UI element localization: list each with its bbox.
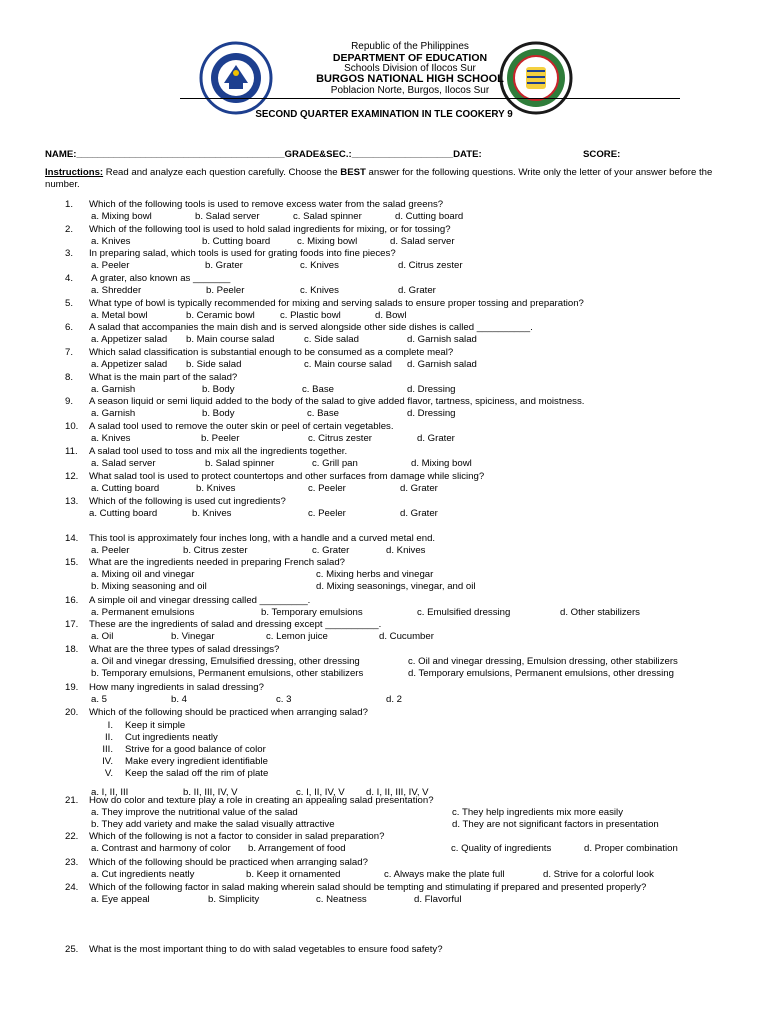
question-number: 4. <box>65 273 74 284</box>
question-number: 9. <box>65 396 74 407</box>
answer-choice: d. Salad server <box>390 236 455 247</box>
answer-choice: d. Other stabilizers <box>560 607 640 618</box>
answer-choice: c. Plastic bowl <box>280 310 341 321</box>
answer-choice: a. Knives <box>91 433 131 444</box>
roman-numeral: II. <box>105 732 113 743</box>
question-text: What type of bowl is typically recommended for mixing and serving salads to ensure proper tossing and preparation? <box>89 298 584 309</box>
question-number: 16. <box>65 595 79 606</box>
answer-choice: a. They improve the nutritional value of the salad <box>91 807 298 818</box>
answer-choice: d. Bowl <box>375 310 407 321</box>
answer-choice: d. Dressing <box>407 408 456 419</box>
arrangement-principle-item <box>93 745 266 755</box>
answer-choice: c. Base <box>302 384 334 395</box>
instructions-best: BEST <box>340 167 366 178</box>
instructions-text-2: answer for the following questions. Write only the letter of your answer before the number. <box>45 167 713 190</box>
principle-text: Strive for a good balance of color <box>125 744 266 755</box>
question-text: Which of the following tools is used to remove excess water from the salad greens? <box>89 199 444 210</box>
answer-choice: c. Grill pan <box>312 458 358 469</box>
question-number: 22. <box>65 831 79 842</box>
answer-choice: c. Mixing bowl <box>297 236 358 247</box>
question-item <box>65 832 384 842</box>
answer-choice: c. Grater <box>312 545 350 556</box>
exam-title: SECOND QUARTER EXAMINATION IN TLE COOKERY 9 <box>255 109 513 120</box>
answer-choice: c. Oil and vinegar dressing, Emulsion dressing, other stabilizers <box>408 656 678 667</box>
question-text: What salad tool is used to protect countertops and other surfaces from damage while slicing? <box>89 471 485 482</box>
question-item <box>65 397 584 407</box>
answer-choice: b. Peeler <box>201 433 240 444</box>
answer-choice: b. II, III, IV, V <box>183 787 238 798</box>
question-item <box>65 883 646 893</box>
answer-choice: b. Simplicity <box>208 894 260 905</box>
question-number: 25. <box>65 944 79 955</box>
answer-choice: a. Mixing oil and vinegar <box>91 569 195 580</box>
question-number: 3. <box>65 248 74 259</box>
answer-choice: b. Vinegar <box>171 631 215 642</box>
name-grade-date-fields: NAME:_______________________________________GRADE&SEC.:___________________DATE: <box>45 149 482 160</box>
answer-choice: c. They help ingredients mix more easily <box>452 807 623 818</box>
answer-choice: c. Knives <box>300 285 339 296</box>
answer-choice: c. Base <box>307 408 339 419</box>
answer-choice: a. Contrast and harmony of color <box>91 843 231 854</box>
principle-text: Keep it simple <box>125 720 186 731</box>
instructions-label: Instructions: <box>45 167 104 178</box>
score-field: SCORE: <box>583 149 621 160</box>
question-item <box>65 274 230 284</box>
question-text: A salad tool used to remove the outer skin or peel of certain vegetables. <box>89 421 394 432</box>
roman-numeral: IV. <box>102 756 113 767</box>
answer-choice: a. Metal bowl <box>91 310 148 321</box>
question-number: 10. <box>65 421 79 432</box>
question-item <box>65 683 264 693</box>
question-text: These are the ingredients of salad and dressing except __________. <box>89 619 382 630</box>
answer-choice: c. Peeler <box>308 483 346 494</box>
answer-choice: a. Mixing bowl <box>91 211 152 222</box>
roman-numeral: I. <box>107 720 113 731</box>
question-text: A season liquid or semi liquid added to the body of the salad to give added flavor, tartness, spiciness, and moistness. <box>89 396 585 407</box>
arrangement-principle-item <box>93 721 185 731</box>
question-text: In preparing salad, which tools is used for grating foods into fine pieces? <box>89 248 396 259</box>
answer-choice: a. Peeler <box>91 545 130 556</box>
answer-choice: b. Knives <box>196 483 236 494</box>
question-text: A salad that accompanies the main dish and is served alongside other side dishes is called __________. <box>89 322 533 333</box>
answer-choice: b. They add variety and make the salad visually attractive <box>91 819 335 830</box>
question-item <box>65 708 368 718</box>
arrangement-principle-item <box>93 769 268 779</box>
answer-choice: c. Neatness <box>316 894 367 905</box>
question-item <box>65 225 451 235</box>
question-number: 6. <box>65 322 74 333</box>
answer-choice: a. Salad server <box>91 458 156 469</box>
answer-choice: c. 3 <box>276 694 292 705</box>
answer-choice: c. Side salad <box>304 334 359 345</box>
answer-choice: c. Salad spinner <box>293 211 362 222</box>
question-text: Which of the following is not a factor to consider in salad preparation? <box>89 831 385 842</box>
question-number: 24. <box>65 882 79 893</box>
question-item <box>65 373 237 383</box>
answer-choice: d. They are not significant factors in presentation <box>452 819 659 830</box>
question-text: Which salad classification is substantial enough to be consumed as a complete meal? <box>89 347 454 358</box>
arrangement-principle-item <box>93 733 218 743</box>
answer-choice: a. Cutting board <box>91 483 160 494</box>
answer-choice: c. Main course salad <box>304 359 392 370</box>
question-item <box>65 945 443 955</box>
question-item <box>65 299 584 309</box>
question-item <box>65 620 381 630</box>
answer-choice: d. Proper combination <box>584 843 678 854</box>
answer-choice: c. Emulsified dressing <box>417 607 511 618</box>
answer-choice: c. Citrus zester <box>308 433 372 444</box>
answer-choice: a. I, II, III <box>91 787 129 798</box>
answer-choice: b. Body <box>202 384 235 395</box>
question-text: A salad tool used to toss and mix all the ingredients together. <box>89 446 348 457</box>
question-number: 17. <box>65 619 79 630</box>
question-item <box>65 348 453 358</box>
answer-choice: d. Garnish salad <box>407 359 477 370</box>
answer-choice: b. Grater <box>205 260 243 271</box>
question-item <box>65 796 434 806</box>
question-number: 18. <box>65 644 79 655</box>
question-number: 11. <box>65 446 78 457</box>
instructions-text-1: Read and analyze each question carefully. Choose the <box>103 167 341 178</box>
question-text: A grater, also known as _______ <box>89 273 231 284</box>
roman-numeral: III. <box>102 744 113 755</box>
student-info-row <box>45 149 621 160</box>
answer-choice: d. Garnish salad <box>407 334 477 345</box>
answer-choice: b. 4 <box>171 694 188 705</box>
question-item <box>65 534 435 544</box>
answer-choice: b. Salad server <box>195 211 260 222</box>
answer-choice: d. Temporary emulsions, Permanent emulsions, other dressing <box>408 668 674 679</box>
answer-choice: b. Cutting board <box>202 236 271 247</box>
question-text: What are the ingredients needed in preparing French salad? <box>89 557 345 568</box>
question-number: 7. <box>65 347 74 358</box>
question-text: Which of the following should be practiced when arranging salad? <box>89 707 368 718</box>
question-number: 21. <box>65 795 79 806</box>
answer-choice: d. 2 <box>386 694 403 705</box>
question-text: How do color and texture play a role in creating an appealing salad presentation? <box>89 795 434 806</box>
answer-choice: b. Side salad <box>186 359 242 370</box>
answer-choice: a. Shredder <box>91 285 142 296</box>
question-number: 1. <box>65 199 74 210</box>
answer-choice: b. Temporary emulsions, Permanent emulsions, other stabilizers <box>91 668 364 679</box>
header-address: Poblacion Norte, Burgos, Ilocos Sur <box>330 85 490 96</box>
answer-choice: a. Cut ingredients neatly <box>91 869 195 880</box>
question-number: 23. <box>65 857 79 868</box>
answer-choice: b. Temporary emulsions <box>261 607 363 618</box>
principle-text: Keep the salad off the rim of plate <box>125 768 269 779</box>
header-division: Schools Division of Ilocos Sur <box>344 63 476 74</box>
question-text: Which of the following tool is used to hold salad ingredients for mixing, or for tossing? <box>89 224 451 235</box>
answer-choice: c. I, II, IV, V <box>296 787 345 798</box>
answer-choice: c. Peeler <box>308 508 346 519</box>
question-item <box>65 645 279 655</box>
answer-choice: b. Arrangement of food <box>248 843 346 854</box>
answer-choice: a. Garnish <box>91 408 136 419</box>
question-text: What are the three types of salad dressings? <box>89 644 280 655</box>
answer-choice: d. Dressing <box>407 384 456 395</box>
answer-choice: b. Knives <box>192 508 232 519</box>
answer-choice: b. Peeler <box>206 285 245 296</box>
answer-choice: d. Knives <box>386 545 426 556</box>
answer-choice: a. Appetizer salad <box>91 359 168 370</box>
answer-choice: c. Mixing herbs and vinegar <box>316 569 434 580</box>
question-text: Which of the following should be practiced when arranging salad? <box>89 857 368 868</box>
question-item <box>65 858 368 868</box>
answer-choice: a. Appetizer salad <box>91 334 168 345</box>
answer-choice: d. Grater <box>417 433 455 444</box>
answer-choice: b. Body <box>202 408 235 419</box>
answer-choice: d. Cutting board <box>395 211 464 222</box>
answer-choice: a. Peeler <box>91 260 130 271</box>
answer-choice: c. Always make the plate full <box>384 869 505 880</box>
question-item <box>65 323 533 333</box>
header-republic: Republic of the Philippines <box>351 41 469 52</box>
answer-choice: a. Knives <box>91 236 131 247</box>
roman-numeral: V. <box>104 768 113 779</box>
answer-choice: a. Cutting board <box>89 508 158 519</box>
answer-choice: d. Mixing bowl <box>411 458 472 469</box>
header-divider <box>180 98 680 99</box>
answer-choice: b. Mixing seasoning and oil <box>91 581 207 592</box>
question-number: 13. <box>65 496 79 507</box>
arrangement-principle-item <box>93 757 268 767</box>
question-item <box>65 472 484 482</box>
question-item <box>65 200 443 210</box>
question-text: Which of the following is used cut ingredients? <box>89 496 286 507</box>
answer-choice: d. Mixing seasonings, vinegar, and oil <box>316 581 476 592</box>
answer-choice: b. Salad spinner <box>205 458 275 469</box>
answer-choice: d. Grater <box>400 483 438 494</box>
question-text: A simple oil and vinegar dressing called _________. <box>89 595 311 606</box>
header-school: BURGOS NATIONAL HIGH SCHOOL <box>316 73 504 85</box>
principle-text: Cut ingredients neatly <box>125 732 218 743</box>
question-item <box>65 497 286 507</box>
answer-choice: d. I, II, III, IV, V <box>366 787 429 798</box>
question-number: 8. <box>65 372 74 383</box>
question-item <box>65 558 345 568</box>
answer-choice: d. Citrus zester <box>398 260 463 271</box>
answer-choice: b. Citrus zester <box>183 545 248 556</box>
answer-choice: d. Flavorful <box>414 894 462 905</box>
answer-choice: b. Keep it ornamented <box>246 869 341 880</box>
question-number: 2. <box>65 224 74 235</box>
answer-choice: d. Cucumber <box>379 631 434 642</box>
question-item <box>65 249 396 259</box>
answer-choice: d. Grater <box>400 508 438 519</box>
question-text: What is the most important thing to do with salad vegetables to ensure food safety? <box>89 944 443 955</box>
principle-text: Make every ingredient identifiable <box>125 756 268 767</box>
answer-choice: a. Oil and vinegar dressing, Emulsified dressing, other dressing <box>91 656 360 667</box>
question-number: 15. <box>65 557 79 568</box>
question-text: How many ingredients in salad dressing? <box>89 682 264 693</box>
question-text: Which of the following factor in salad making wherein salad should be tempting and stimulating if prepared and presented properly? <box>89 882 647 893</box>
answer-choice: a. Eye appeal <box>91 894 150 905</box>
answer-choice: a. Garnish <box>91 384 136 395</box>
question-item <box>65 447 347 457</box>
header-department: DEPARTMENT OF EDUCATION <box>332 52 488 64</box>
instructions <box>45 167 745 191</box>
question-text: This tool is approximately four inches long, with a handle and a curved metal end. <box>89 533 436 544</box>
question-text: What is the main part of the salad? <box>89 372 238 383</box>
answer-choice: a. 5 <box>91 694 108 705</box>
question-item <box>65 422 394 432</box>
answer-choice: b. Ceramic bowl <box>186 310 255 321</box>
question-number: 14. <box>65 533 79 544</box>
question-number: 5. <box>65 298 74 309</box>
question-number: 19. <box>65 682 79 693</box>
answer-choice: a. Permanent emulsions <box>91 607 195 618</box>
answer-choice: b. Main course salad <box>186 334 275 345</box>
question-number: 12. <box>65 471 79 482</box>
answer-choice: d. Grater <box>398 285 436 296</box>
answer-choice: c. Knives <box>300 260 339 271</box>
question-item <box>65 596 310 606</box>
answer-choice: c. Quality of ingredients <box>451 843 552 854</box>
answer-choice: d. Strive for a colorful look <box>543 869 654 880</box>
answer-choice: a. Oil <box>91 631 114 642</box>
answer-choice: c. Lemon juice <box>266 631 328 642</box>
question-number: 20. <box>65 707 79 718</box>
